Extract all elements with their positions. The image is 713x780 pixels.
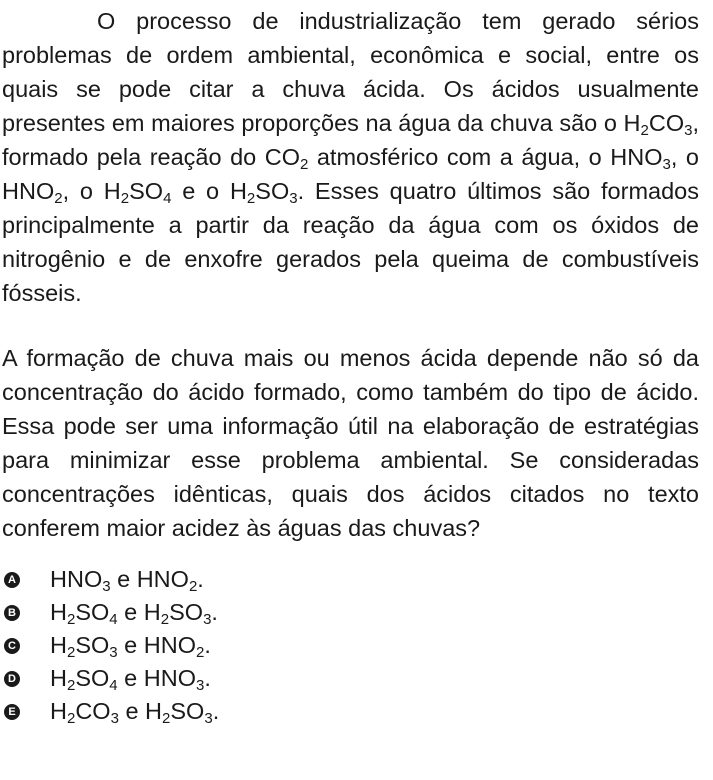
option-e-letter-badge: E: [4, 704, 20, 720]
option-c[interactable]: [4, 629, 699, 662]
option-a-text: $HNO_3$ e $HNO_2$.: [50, 566, 204, 595]
formula-hno2: $HNO_2$: [2, 178, 63, 207]
option-b[interactable]: [4, 596, 699, 629]
answer-options: [2, 563, 699, 728]
option-a[interactable]: [4, 563, 699, 596]
formula-h2co3: $H_2CO_3$: [623, 110, 693, 139]
option-b-letter-badge: B: [4, 605, 20, 621]
intro-paragraph: O processo de industrialização tem gerado sérios problemas de ordem ambiental, econômica e social, entre os quais se pode citar a chuva ácida. Os ácidos usualmente presentes em maiores proporções na água da chuva são o $H_2CO_3$, formado pela reação do $CO_2$ atmosférico com a água, o $HNO_3$, o $HNO_2$, o $H_2SO_4$ e o $H_2SO_3$. Esses quatro últimos são formados principalmente a partir da reação da água com os óxidos de nitrogênio e de enxofre gerados pela queima de combustíveis fósseis.: [2, 8, 699, 306]
option-d-text: $H_2SO_4$ e $HNO_3$.: [50, 665, 211, 694]
formula-h2so3: $H_2SO_3$: [229, 178, 298, 207]
option-b-text: $H_2SO_4$ e $H_2SO_3$.: [50, 599, 218, 628]
option-e[interactable]: [4, 695, 699, 728]
option-a-letter-badge: A: [4, 572, 20, 588]
option-c-letter-badge: C: [4, 638, 20, 654]
formula-hno3: $HNO_3$: [610, 144, 671, 173]
option-c-text: $H_2SO_3$ e $HNO_2$.: [50, 632, 211, 661]
formula-h2so4: $H_2SO_4$: [103, 178, 172, 207]
question-paragraph: A formação de chuva mais ou menos ácida depende não só da concentração do ácido formado, como também do tipo de ácido. Essa pode ser uma informação útil na elaboração de estratégias para minimizar esse problema ambiental. Se consideradas concentrações idênticas, quais dos ácidos citados no texto conferem maior acidez às águas das chuvas?: [2, 345, 699, 541]
option-e-text: $H_2CO_3$ e $H_2SO_3$.: [50, 698, 220, 727]
formula-co2: $CO_2$: [264, 144, 309, 173]
option-d[interactable]: [4, 662, 699, 695]
option-d-letter-badge: D: [4, 671, 20, 687]
